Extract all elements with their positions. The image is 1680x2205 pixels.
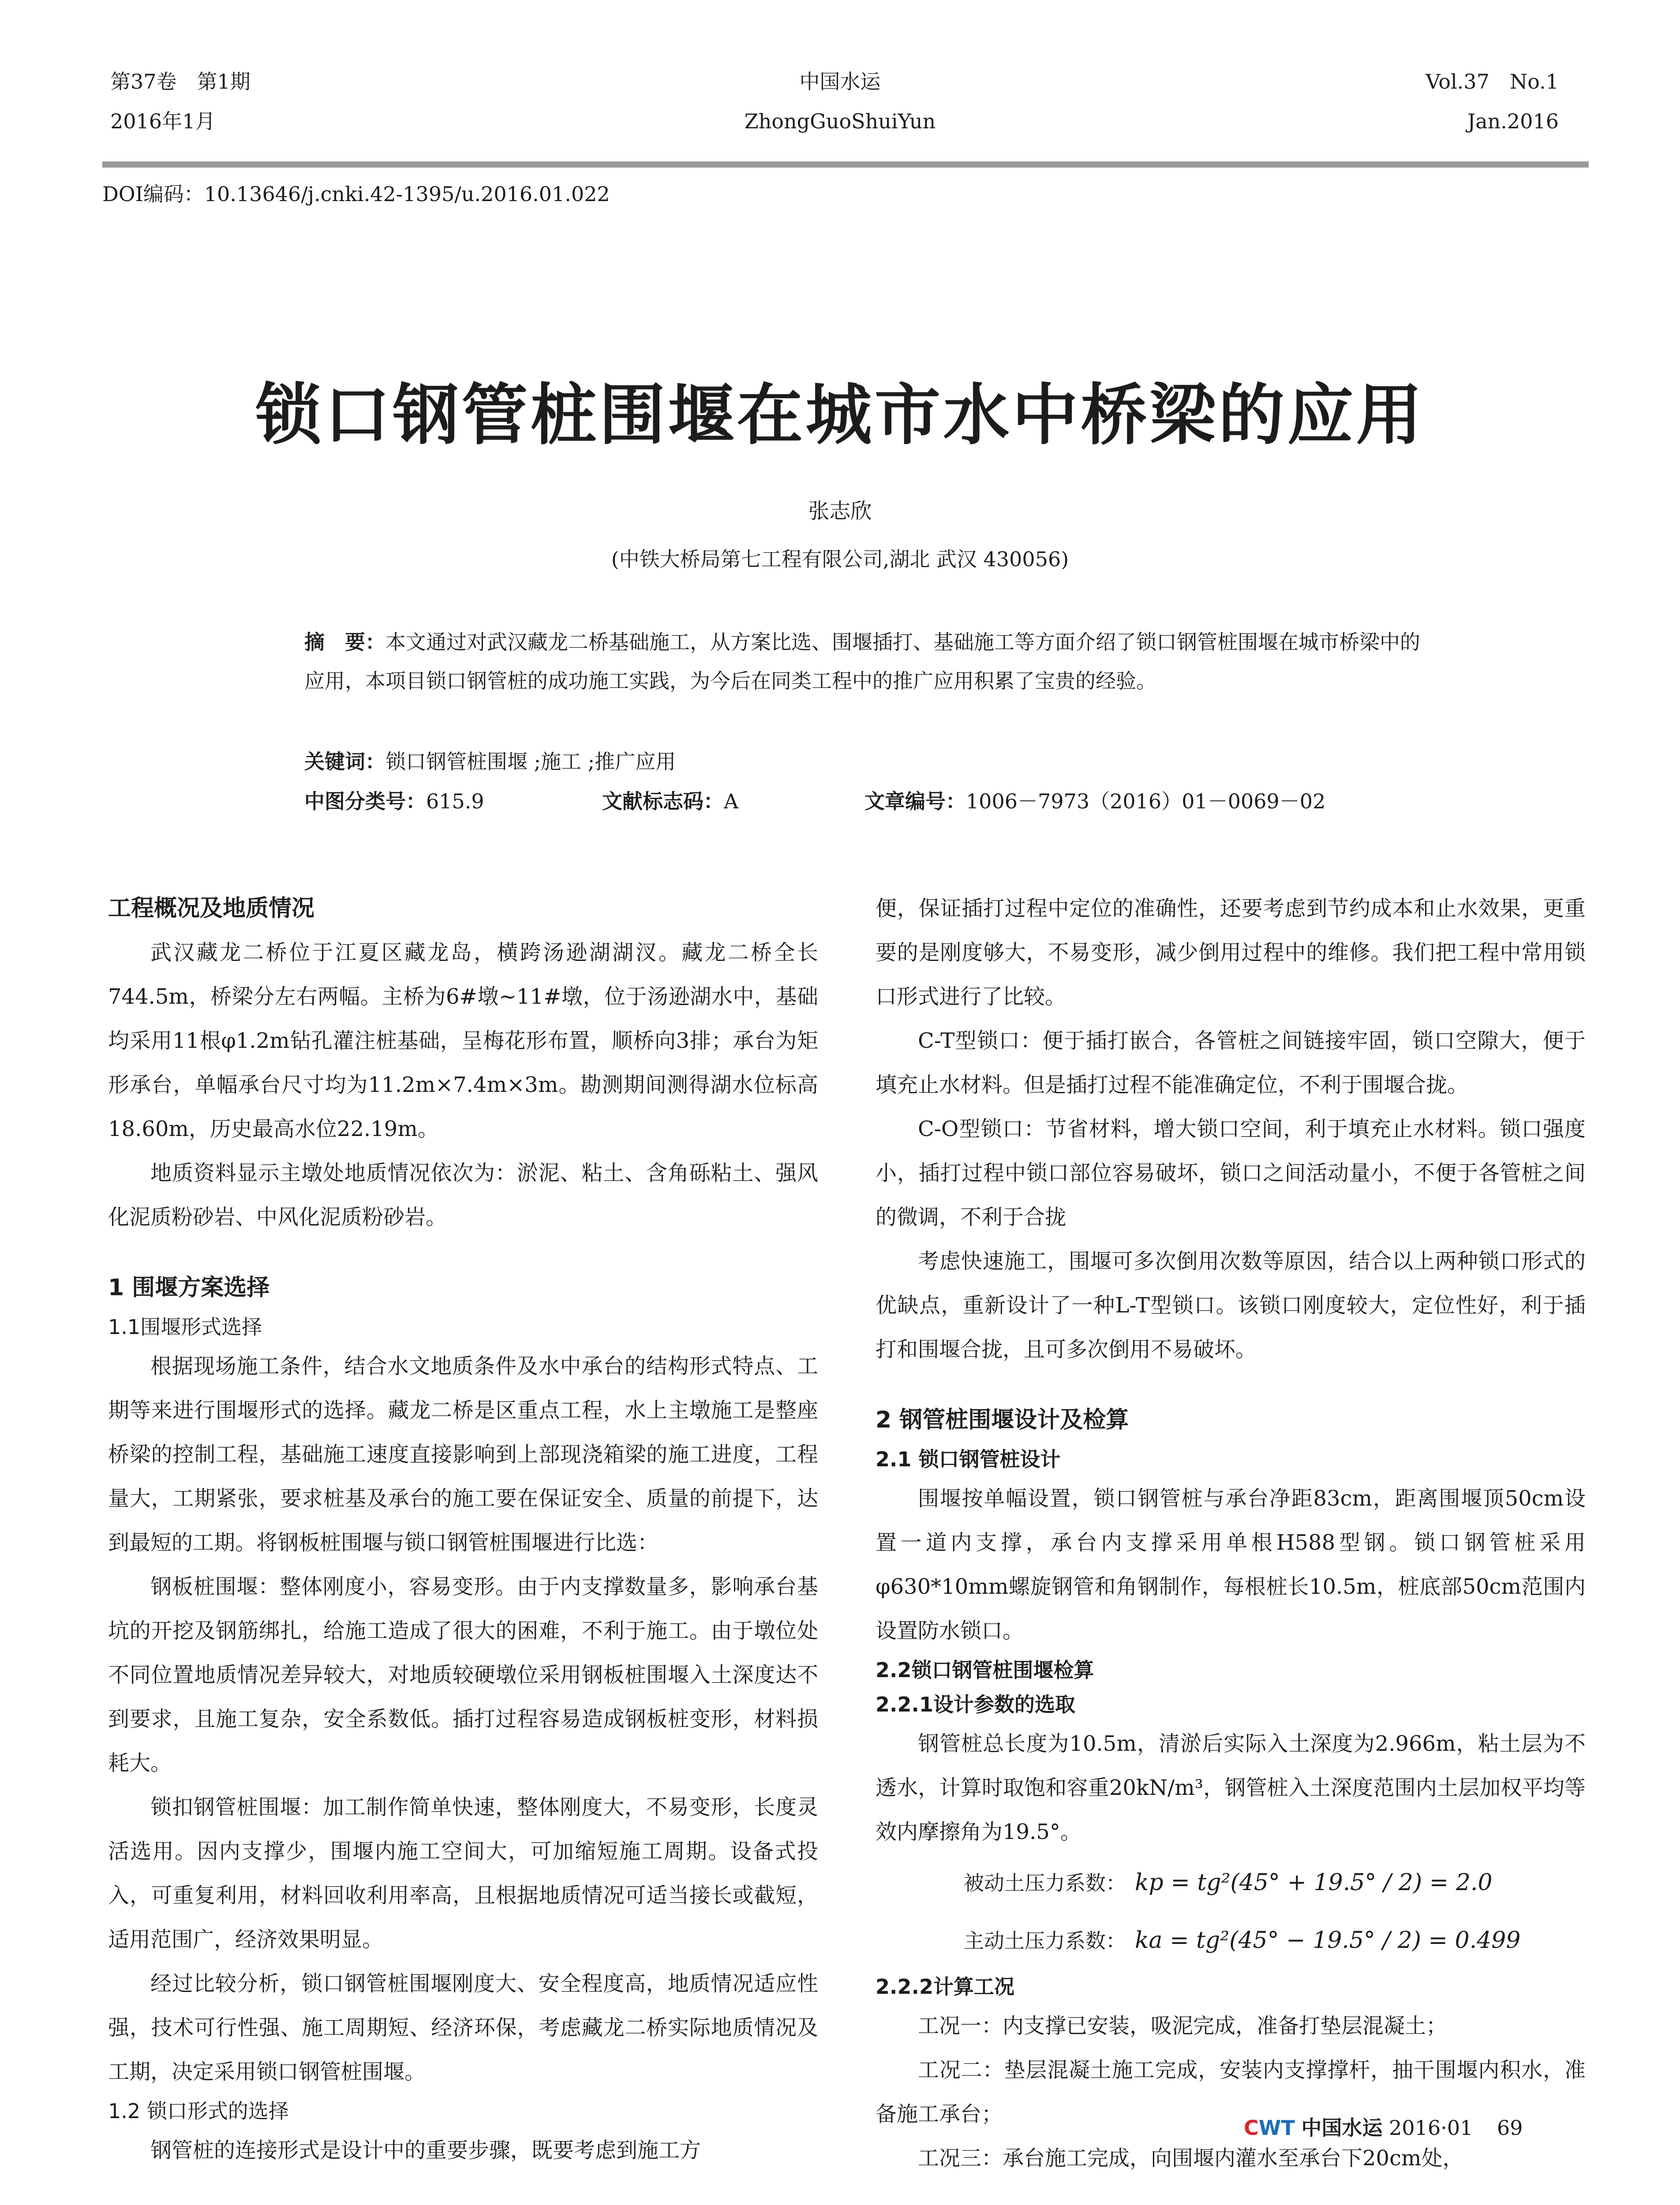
keywords-label: 关键词：	[304, 750, 385, 774]
paragraph: 钢管桩总长度为10.5m，清淤后实际入土深度为2.966m，粘土层为不透水，计算时取饱和容重20kN/m³，钢管桩入土深度范围内土层加权平均等效内摩擦角为19.5°。	[876, 1731, 1586, 1844]
right-column	[876, 886, 1586, 2180]
doi: DOI编码：10.13646/j.cnki.42-1395/u.2016.01.022	[102, 182, 610, 206]
subsection-heading-1-2: 1.2 锁口形式的选择	[108, 2099, 289, 2123]
clc-value: 615.9	[426, 789, 484, 813]
cwt-logo: CWT	[1244, 2116, 1295, 2140]
formula-passive	[876, 1854, 1586, 1912]
article-label: 文章编号：	[864, 789, 966, 813]
subsection-heading-2-2: 2.2锁口钢管桩围堰检算	[876, 1658, 1094, 1682]
section-heading-1: 1 围堰方案选择	[108, 1274, 270, 1301]
paragraph: 地质资料显示主墩处地质情况依次为：淤泥、粘土、含角砾粘土、强风化泥质粉砂岩、中风化泥质粉砂岩。	[108, 1161, 818, 1230]
keywords-text: 锁口钢管桩围堰 ;施工 ;推广应用	[385, 750, 676, 774]
paragraph: 钢管桩的连接形式是设计中的重要步骤，既要考虑到施工方	[150, 2138, 701, 2163]
formula-equation: kp = tg²(45° + 19.5° / 2) = 2.0	[1135, 1869, 1493, 1896]
keywords	[304, 742, 676, 781]
paragraph: 围堰按单幅设置，锁口钢管桩与承台净距83cm，距离围堰顶50cm设置一道内支撑，承台内支撑采用单根H588型钢。锁口钢管桩采用φ630*10mm螺旋钢管和角钢制作，每根桩长10.5m，桩底部50cm范围内设置防水锁口。	[876, 1486, 1586, 1643]
journal-date-en: Jan.2016	[1467, 109, 1559, 133]
journal-volume-en: Vol.37 No.1	[1426, 70, 1559, 93]
page-footer	[1244, 2115, 1597, 2141]
paragraph: 武汉藏龙二桥位于江夏区藏龙岛，横跨汤逊湖湖汊。藏龙二桥全长744.5m，桥梁分左右两幅。主桥为6#墩~11#墩，位于汤逊湖水中，基础均采用11根φ1.2m钻孔灌注桩基础，呈梅花形布置，顺桥向3排；承台为矩形承台，单幅承台尺寸均为11.2m×7.4m×3m。勘测期间测得湖水位标高18.60m，历史最高水位22.19m。	[108, 940, 818, 1141]
cwt-logo-text: WT	[1258, 2116, 1295, 2140]
abstract-text: 本文通过对武汉藏龙二桥基础施工，从方案比选、围堰插打、基础施工等方面介绍了锁口钢管桩围堰在城市桥梁中的应用，本项目锁口钢管桩的成功施工实践，为今后在同类工程中的推广应用积累了宝贵的经验。	[304, 630, 1420, 693]
paragraph: C-O型锁口：节省材料，增大锁口空间，利于填充止水材料。锁口强度小，插打过程中锁口部位容易破坏，锁口之间活动量小，不便于各管桩之间的微调，不利于合拢	[876, 1117, 1586, 1230]
paragraph: 工况二：垫层混凝土施工完成，安装内支撑撑杆，抽干围堰内积水，准备施工承台；	[876, 2058, 1586, 2127]
abstract-label: 摘 要：	[304, 630, 385, 654]
clc-number	[304, 781, 484, 821]
paragraph: 锁扣钢管桩围堰：加工制作简单快速，整体刚度大，不易变形，长度灵活选用。因内支撑少，围堰内施工空间大，可加缩短施工周期。设备式投入，可重复利用，材料回收利用率高，且根据地质情况可适当接长或截短，适用范围广，经济效果明显。	[108, 1795, 818, 1952]
doc-label: 文献标志码：	[602, 789, 724, 813]
paragraph: 经过比较分析，锁口钢管桩围堰刚度大、安全程度高，地质情况适应性强，技术可行性强、施工周期短、经济环保，考虑藏龙二桥实际地质情况及工期，决定采用锁口钢管桩围堰。	[108, 1971, 818, 2084]
header-rule	[102, 161, 1589, 168]
author: 张志欣	[808, 499, 872, 523]
formula-label: 被动土压力系数：	[964, 1871, 1126, 1895]
left-column	[108, 886, 818, 2172]
article-value: 1006－7973（2016）01－0069－02	[966, 789, 1326, 813]
journal-volume: 第37卷 第1期	[110, 70, 251, 93]
article-number	[864, 781, 1325, 821]
journal-name: 中国水运	[799, 70, 881, 93]
paragraph: 钢板桩围堰：整体刚度小，容易变形。由于内支撑数量多，影响承台基坑的开挖及钢筋绑扎，给施工造成了很大的困难，不利于施工。由于墩位处不同位置地质情况差异较大，对地质较硬墩位采用钢板桩围堰入土深度达不到要求，且施工复杂，安全系数低。插打过程容易造成钢板桩变形，材料损耗大。	[108, 1574, 818, 1775]
clc-label: 中图分类号：	[304, 789, 426, 813]
affiliation: (中铁大桥局第七工程有限公司,湖北 武汉 430056)	[611, 547, 1069, 571]
footer-journal: 中国水运	[1301, 2116, 1383, 2140]
subsection-heading-2-2-1: 2.2.1设计参数的选取	[876, 1693, 1075, 1716]
paragraph: 根据现场施工条件，结合水文地质条件及水中承台的结构形式特点、工期等来进行围堰形式的选择。藏龙二桥是区重点工程，水上主墩施工是整座桥梁的控制工程，基础施工速度直接影响到上部现浇箱梁的施工进度，工程量大，工期紧张，要求桩基及承台的施工要在保证安全、质量的前提下，达到最短的工期。将钢板桩围堰与锁口钢管桩围堰进行比选：	[108, 1354, 818, 1555]
journal-date: 2016年1月	[110, 109, 216, 133]
footer-issue: 2016·01	[1389, 2116, 1473, 2140]
page-title: 锁口钢管桩围堰在城市水中桥梁的应用	[255, 377, 1425, 454]
doc-code	[602, 781, 738, 821]
subsection-heading-2-1: 2.1 锁口钢管桩设计	[876, 1447, 1061, 1471]
paragraph: 工况一：内支撑已安装，吸泥完成，准备打垫层混凝土；	[918, 2014, 1448, 2038]
formula-active	[876, 1912, 1586, 1970]
page-number: 69	[1497, 2116, 1523, 2140]
section-heading-2: 2 钢管桩围堰设计及检算	[876, 1407, 1129, 1433]
formula-label: 主动土压力系数：	[964, 1929, 1126, 1953]
doc-value: A	[724, 789, 739, 813]
paragraph: 工况三：承台施工完成，向围堰内灌水至承台下20cm处，	[918, 2146, 1464, 2171]
abstract	[304, 623, 1420, 700]
paragraph: 便，保证插打过程中定位的准确性，还要考虑到节约成本和止水效果，更重要的是刚度够大，不易变形，减少倒用过程中的维修。我们把工程中常用锁口形式进行了比较。	[876, 896, 1586, 1009]
section-heading-overview: 工程概况及地质情况	[108, 895, 315, 922]
formula-equation: ka = tg²(45° − 19.5° / 2) = 0.499	[1135, 1927, 1521, 1954]
subsection-heading-1-1: 1.1围堰形式选择	[108, 1315, 262, 1339]
journal-pinyin: ZhongGuoShuiYun	[744, 109, 936, 133]
paragraph: 考虑快速施工，围堰可多次倒用次数等原因，结合以上两种锁口形式的优缺点，重新设计了一种L-T型锁口。该锁口刚度较大，定位性好，利于插打和围堰合拢，且可多次倒用不易破坏。	[876, 1249, 1586, 1362]
paragraph: C-T型锁口：便于插打嵌合，各管桩之间链接牢固，锁口空隙大，便于填充止水材料。但是插打过程不能准确定位，不利于围堰合拢。	[876, 1028, 1586, 1097]
subsection-heading-2-2-2: 2.2.2计算工况	[876, 1975, 1014, 1999]
